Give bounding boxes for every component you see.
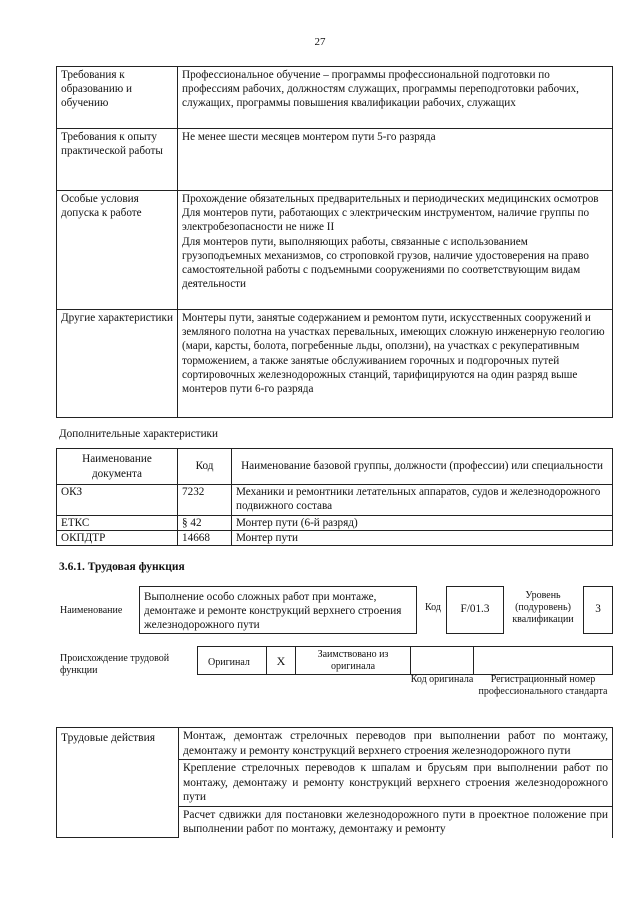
- requirement-value-line: Для монтеров пути, работающих с электрическим инструментом, наличие группы по электробезопасности не ниже II: [182, 207, 590, 234]
- requirement-value: Монтеры пути, занятые содержанием и ремонтом пути, искусственных сооружений и земляного полотна на участках перевальных, имеющих сложную инженерную геологию (мари, карсты, болота, погребенные льды, оползни), на участках с рекуперативным торможением, а также занятые обслуживанием горочных и подгорочных путей сортировочных железнодорожных станций, тарифицируются на один разряд выше монтеров пути 6-го разряда: [178, 310, 613, 418]
- column-header-code: Код: [178, 449, 232, 485]
- requirement-value: Не менее шести месяцев монтером пути 5-го разряда: [178, 129, 613, 191]
- table-row: [57, 516, 613, 531]
- function-name-label: Наименование: [60, 605, 123, 616]
- table-row: [57, 129, 613, 191]
- requirement-value: [178, 191, 613, 310]
- cell-code: § 42: [178, 516, 232, 531]
- column-header-name: Наименование базовой группы, должности (профессии) или специальности: [232, 449, 613, 485]
- cell-doc: ОКПДТР: [57, 531, 178, 546]
- original-mark-box: [266, 646, 296, 675]
- requirement-value: Профессиональное обучение – программы профессиональной подготовки по профессиям рабочих, должностям служащих, программы переподготовки рабочих, служащих, программы повышения квалификации рабочих, служащих: [178, 67, 613, 129]
- cell-doc: ОКЗ: [57, 485, 178, 516]
- requirement-value-line: Прохождение обязательных предварительных и периодических медицинских осмотров: [182, 193, 599, 205]
- cell-code: 14668: [178, 531, 232, 546]
- origin-label: Происхождение трудовой функции: [60, 653, 170, 676]
- original-box: [197, 646, 267, 675]
- requirement-label: Требования к образованию и обучению: [57, 67, 178, 129]
- qualification-level-box: [583, 586, 613, 634]
- cell-name: Монтер пути (6-й разряд): [232, 516, 613, 531]
- origin-code-box: [410, 646, 474, 675]
- page-number: 27: [314, 36, 326, 48]
- additional-characteristics-title: Дополнительные характеристики: [59, 428, 218, 440]
- qualification-level-label: Уровень (подуровень) квалификации: [512, 590, 574, 625]
- table-row: [57, 728, 613, 760]
- requirements-table: [56, 66, 613, 418]
- table-row: [57, 531, 613, 546]
- labor-action-item: Монтаж, демонтаж стрелочных переводов при выполнении работ по монтажу, демонтажу и ремонту конструкций верхнего строения железнодорожного пути: [179, 728, 613, 760]
- function-name-box: [139, 586, 417, 634]
- requirement-label: Особые условия допуска к работе: [57, 191, 178, 310]
- function-name-value: Выполнение особо сложных работ при монтаже, демонтаже и ремонте конструкций верхнего строения железнодорожного пути: [144, 591, 402, 632]
- table-row: [57, 310, 613, 418]
- table-header-row: [57, 449, 613, 485]
- original-mark: X: [276, 654, 286, 668]
- requirement-label: Другие характеристики: [57, 310, 178, 418]
- original-label: Оригинал: [208, 657, 250, 668]
- reg-number-box: [473, 646, 613, 675]
- requirement-label: Требования к опыту практической работы: [57, 129, 178, 191]
- labor-function-heading: 3.6.1. Трудовая функция: [59, 561, 185, 573]
- borrowed-box: [295, 646, 411, 675]
- function-code-box: [446, 586, 504, 634]
- cell-code: 7232: [178, 485, 232, 516]
- borrowed-label: Заимствовано из оригинала: [317, 649, 389, 672]
- origin-code-label: Код оригинала: [410, 674, 474, 685]
- labor-actions-label: Трудовые действия: [57, 728, 179, 838]
- cell-name: Монтер пути: [232, 531, 613, 546]
- qualification-level-value: 3: [595, 603, 601, 615]
- function-code-value: F/01.3: [460, 603, 490, 615]
- cell-doc: ЕТКС: [57, 516, 178, 531]
- table-row: [57, 67, 613, 129]
- table-row: [57, 485, 613, 516]
- column-header-doc: Наименование документа: [57, 449, 178, 485]
- labor-action-item: Крепление стрелочных переводов к шпалам и брусьям при выполнении работ по монтажу, демонтажу и ремонту конструкций верхнего строения железнодорожного пути: [179, 760, 613, 807]
- requirement-value-line: Для монтеров пути, выполняющих работы, связанные с использованием грузоподъемных механизмов, со строповкой грузов, наличие удостоверения на право самостоятельной работы с подъемными сооружениями по соответствующим видам деятельности: [182, 235, 589, 291]
- cell-name: Механики и ремонтники летательных аппаратов, судов и железнодорожного подвижного состава: [232, 485, 613, 516]
- additional-characteristics-table: [56, 448, 613, 546]
- function-code-label: Код: [425, 602, 441, 613]
- reg-number-label: Регистрационный номер профессионального стандарта: [478, 674, 608, 697]
- table-row: [57, 191, 613, 310]
- labor-action-item: Расчет сдвижки для постановки железнодорожного пути в проектное положение при выполнении работ по монтажу, демонтажу и ремонту: [179, 806, 613, 838]
- labor-actions-table: [56, 727, 613, 838]
